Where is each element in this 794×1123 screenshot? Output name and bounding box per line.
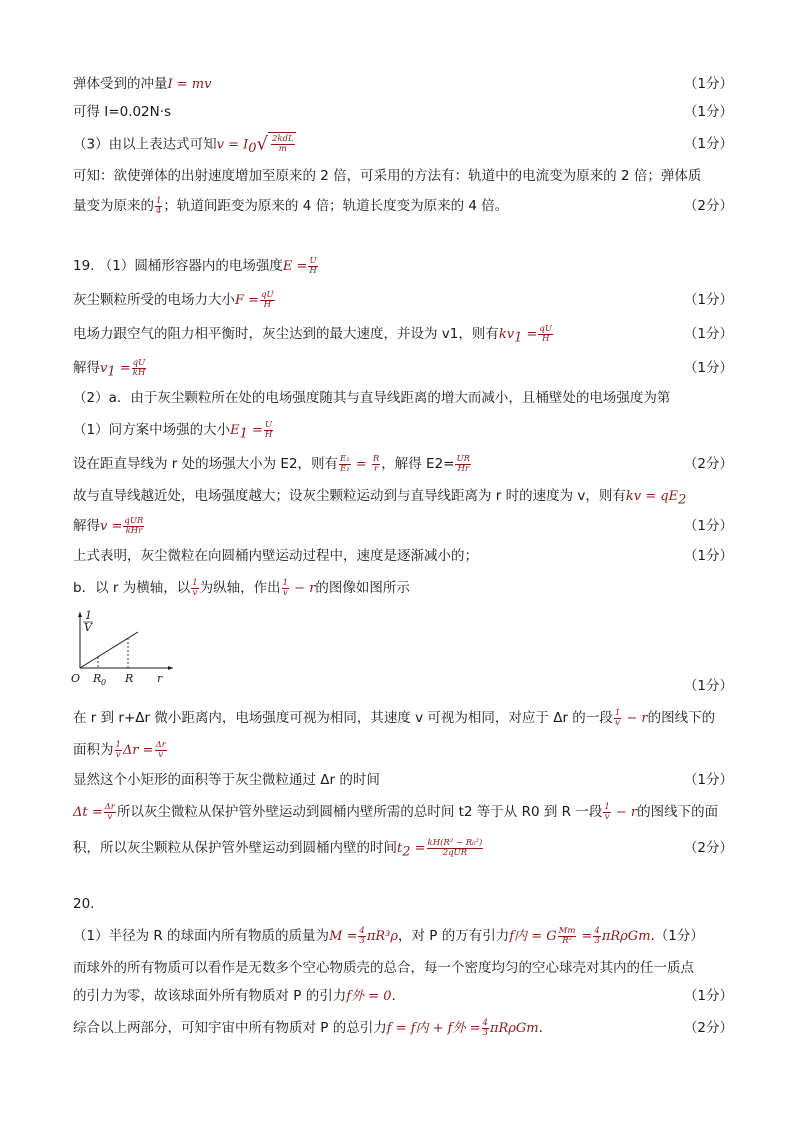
solution-line-19 bbox=[73, 738, 733, 762]
formula: kv = qE bbox=[625, 489, 679, 504]
solution-line-5 bbox=[73, 194, 733, 218]
frac-denominator: Hr bbox=[457, 463, 470, 474]
subscript: 1 bbox=[514, 330, 523, 346]
frac-denominator: m bbox=[278, 144, 287, 154]
frac-denominator: v bbox=[158, 749, 164, 760]
text: 综合以上两部分，可知宇宙中所有物质对 P 的总引力 bbox=[73, 1020, 387, 1036]
formula: M = bbox=[329, 929, 358, 944]
text: 所以灰尘微粒从保护管外壁运动到圆桶内壁所需的总时间 t2 等于从 R0 到 R 一段 bbox=[116, 804, 603, 820]
frac-numerator: Δr bbox=[104, 801, 115, 812]
frac-numerator: 4 bbox=[359, 925, 365, 936]
frac-numerator: qU bbox=[261, 289, 274, 300]
text: ；轨道间距变为原来的 4 倍；轨道长度变为原来的 4 倍。 bbox=[163, 198, 509, 214]
formula: v = bbox=[100, 519, 123, 534]
solution-line-8 bbox=[73, 322, 733, 346]
solution-line-6 bbox=[73, 254, 733, 278]
frac-denominator: H bbox=[264, 429, 273, 440]
text: （1）半径为 R 的球面内所有物质的质量为 bbox=[73, 928, 330, 944]
text: 的图线下的 bbox=[647, 710, 716, 726]
solution-line-17 bbox=[73, 674, 733, 698]
frac-numerator: 4 bbox=[594, 925, 600, 936]
text: 为纵轴，作出 bbox=[199, 580, 281, 596]
frac-numerator: 1 bbox=[192, 577, 198, 588]
text: 电场力跟空气的阻力相平衡时，灰尘达到的最大速度，并设为 v1，则有 bbox=[73, 326, 499, 342]
solution-line-9 bbox=[73, 356, 733, 380]
text: 显然这个小矩形的面积等于灰尘微粒通过 Δr 的时间 bbox=[73, 772, 380, 788]
solution-line-18 bbox=[73, 706, 733, 730]
frac-numerator: U bbox=[265, 419, 273, 430]
frac-numerator: E₂ bbox=[340, 453, 350, 464]
frac-denominator: kHr bbox=[125, 525, 143, 536]
frac-denominator: v bbox=[604, 811, 610, 822]
formula: f外 = 0 bbox=[346, 989, 392, 1004]
solution-line-21 bbox=[73, 800, 733, 824]
formula: Δt = bbox=[73, 805, 103, 820]
frac-numerator: R bbox=[372, 453, 380, 464]
formula: f = f内 + f外 = bbox=[386, 1021, 481, 1036]
x-axis-label: r bbox=[157, 672, 163, 685]
text: 灰尘颗粒所受的电场力大小 bbox=[73, 292, 235, 308]
text: 而球外的所有物质可以看作是无数多个空心物质壳的总合，每一个密度均匀的空心球壳对其内的任一质点 bbox=[73, 960, 694, 976]
formula: E = bbox=[282, 259, 308, 274]
frac-denominator: H bbox=[309, 265, 317, 276]
frac-denominator: v bbox=[115, 749, 121, 760]
r-tick-label: R bbox=[125, 672, 134, 685]
frac-denominator: 4 bbox=[156, 205, 162, 216]
solution-line-24 bbox=[73, 924, 733, 948]
x-axis-arrow-icon bbox=[168, 666, 173, 670]
graph-line bbox=[80, 632, 138, 668]
r0-tick-label: R bbox=[93, 672, 102, 685]
formula: F = bbox=[235, 293, 260, 308]
text: 的引力为零，故该球面外所有物质对 P 的引力 bbox=[73, 988, 347, 1004]
solution-line-10 bbox=[73, 386, 733, 410]
text: .（1分） bbox=[650, 928, 704, 944]
solution-line-12 bbox=[73, 452, 733, 476]
frac-denominator: R² bbox=[562, 935, 572, 946]
score-label: （1分） bbox=[683, 292, 733, 308]
frac-numerator: 1 bbox=[115, 739, 121, 750]
text: 19. （1）圆桶形容器内的电场强度 bbox=[73, 258, 283, 274]
subscript: 2 bbox=[678, 492, 687, 508]
formula: = bbox=[351, 457, 371, 472]
frac-denominator: v bbox=[615, 717, 620, 728]
text: 解得 bbox=[73, 518, 100, 534]
formula: − r bbox=[290, 581, 316, 596]
text: 量变为原来的 bbox=[73, 198, 154, 214]
solution-line-20 bbox=[73, 768, 733, 792]
text: （3）由以上表达式可知 bbox=[73, 136, 217, 153]
frac-denominator: 3 bbox=[594, 935, 600, 946]
subscript: 0 bbox=[248, 141, 257, 157]
frac-numerator: 1 bbox=[156, 195, 162, 206]
text: 故与直导线越近处，电场强度越大；设灰尘颗粒运动到与直导线距离为 r 时的速度为 v，则有 bbox=[73, 488, 626, 504]
formula: − r bbox=[622, 711, 648, 726]
frac-denominator: v bbox=[282, 587, 288, 598]
text: 弹体受到的冲量 bbox=[73, 76, 168, 92]
frac-numerator: 1 bbox=[614, 707, 621, 718]
formula: πRρGm bbox=[489, 1021, 539, 1036]
text: 20. bbox=[73, 896, 95, 912]
formula: = bbox=[577, 929, 593, 944]
solution-line-27 bbox=[73, 1016, 733, 1040]
sqrt-sign-icon: √ bbox=[256, 133, 268, 155]
formula: = bbox=[410, 841, 426, 856]
frac-numerator: 4 bbox=[482, 1017, 488, 1028]
formula: = bbox=[115, 361, 131, 376]
text: （2）a．由于灰尘颗粒所在处的电场强度随其与直导线距离的增大而减小，且桶壁处的电场强度为第 bbox=[73, 390, 671, 406]
frac-denominator: 2qUR bbox=[442, 847, 468, 858]
formula: = bbox=[247, 423, 263, 438]
solution-line-3 bbox=[73, 132, 733, 156]
score-label: （1分） bbox=[683, 104, 733, 120]
score-label: （1分） bbox=[683, 988, 733, 1004]
text: 解得 bbox=[73, 360, 100, 376]
text: . bbox=[391, 988, 396, 1004]
text: 面积为 bbox=[73, 742, 114, 758]
score-label: （1分） bbox=[683, 326, 733, 342]
solution-line-23 bbox=[73, 892, 733, 916]
text: 可知：欲使弹体的出射速度增加至原来的 2 倍，可采用的方法有：轨道中的电流变为原来的 2 倍；弹体质 bbox=[73, 168, 702, 184]
y-axis-label-denominator: V bbox=[84, 621, 92, 634]
r0-tick-subscript: 0 bbox=[101, 678, 107, 687]
text: 的图像如图所示 bbox=[315, 580, 410, 596]
frac-denominator: E₁ bbox=[340, 463, 350, 474]
score-label: （1分） bbox=[683, 76, 733, 92]
formula: v = I bbox=[216, 137, 249, 153]
text: 在 r 到 r+Δr 微小距离内，电场强度可视为相同，其速度 v 可视为相同，对应于 Δr 的一段 bbox=[73, 710, 613, 726]
frac-denominator: H bbox=[263, 299, 272, 310]
score-label: （1分） bbox=[683, 548, 733, 564]
formula: v bbox=[100, 361, 108, 376]
text: b．以 r 为横轴，以 bbox=[73, 580, 191, 596]
frac-denominator: v bbox=[192, 587, 198, 598]
frac-numerator: qU bbox=[132, 357, 146, 368]
text: 设在距直导线为 r 处的场强大小为 E2，则有 bbox=[73, 456, 339, 472]
score-label: （1分） bbox=[683, 136, 733, 152]
formula: E bbox=[230, 423, 240, 438]
frac-denominator: H bbox=[542, 333, 550, 344]
frac-numerator: UR bbox=[456, 453, 471, 464]
text: 积，所以灰尘颗粒从保护管外壁运动到圆桶内壁的时间 bbox=[73, 840, 397, 856]
formula: t bbox=[397, 841, 403, 856]
frac-numerator: U bbox=[309, 255, 317, 266]
score-label: （2分） bbox=[683, 456, 733, 472]
frac-numerator: kH(R² − R₀²) bbox=[427, 837, 483, 848]
solution-line-25 bbox=[73, 956, 733, 980]
frac-numerator: Δr bbox=[155, 739, 166, 750]
solution-line-2 bbox=[73, 100, 733, 124]
formula: f内 = G bbox=[509, 929, 557, 944]
score-label: （2分） bbox=[683, 840, 733, 856]
frac-numerator: Mm bbox=[558, 925, 576, 936]
formula: πR³ρ bbox=[366, 929, 399, 944]
text: 可得 I=0.02N·s bbox=[73, 104, 172, 120]
frac-denominator: r bbox=[374, 463, 379, 474]
text: 的图线下的面 bbox=[637, 804, 719, 820]
subscript: 2 bbox=[402, 844, 411, 860]
solution-line-22 bbox=[73, 836, 733, 860]
solution-line-15 bbox=[73, 544, 733, 568]
solution-line-7 bbox=[73, 288, 733, 312]
text: （1）问方案中场强的大小 bbox=[73, 422, 231, 438]
formula: I = mv bbox=[167, 77, 212, 92]
solution-line-26 bbox=[73, 984, 733, 1008]
score-label: （1分） bbox=[683, 678, 733, 694]
solution-line-16 bbox=[73, 576, 733, 600]
subscript: 1 bbox=[239, 426, 248, 442]
solution-line-1 bbox=[73, 72, 733, 96]
origin-label: O bbox=[71, 672, 81, 685]
solution-line-13 bbox=[73, 484, 733, 508]
formula: = bbox=[522, 327, 538, 342]
frac-numerator: 2kdL bbox=[272, 134, 294, 144]
score-label: （2分） bbox=[683, 1020, 733, 1036]
formula: − r bbox=[611, 805, 638, 820]
frac-denominator: kH bbox=[132, 367, 146, 378]
frac-denominator: 3 bbox=[482, 1027, 488, 1038]
formula: kv bbox=[498, 327, 515, 342]
frac-numerator: 1 bbox=[282, 577, 289, 588]
frac-denominator: 3 bbox=[359, 935, 365, 946]
score-label: （1分） bbox=[683, 360, 733, 376]
solution-line-14 bbox=[73, 514, 733, 538]
formula: Δr = bbox=[122, 743, 154, 758]
solution-line-4 bbox=[73, 164, 733, 188]
text: ，对 P 的万有引力 bbox=[398, 928, 510, 944]
solution-line-11 bbox=[73, 418, 733, 442]
subscript: 1 bbox=[107, 364, 116, 380]
frac-denominator: v bbox=[107, 811, 113, 822]
score-label: （1分） bbox=[683, 518, 733, 534]
score-label: （1分） bbox=[683, 772, 733, 788]
frac-numerator: qU bbox=[539, 323, 553, 334]
text: . bbox=[538, 1020, 543, 1036]
y-axis-arrow-icon bbox=[78, 612, 82, 617]
text: 上式表明，灰尘微粒在向圆桶内壁运动过程中，速度是逐渐减小的； bbox=[73, 548, 478, 564]
score-label: （2分） bbox=[683, 198, 733, 214]
formula: πRρGm bbox=[601, 929, 651, 944]
frac-numerator: 1 bbox=[604, 801, 610, 812]
y-axis-label-numerator: 1 bbox=[85, 609, 92, 622]
text: ，解得 E2= bbox=[381, 456, 455, 472]
frac-numerator: qUR bbox=[124, 515, 144, 526]
